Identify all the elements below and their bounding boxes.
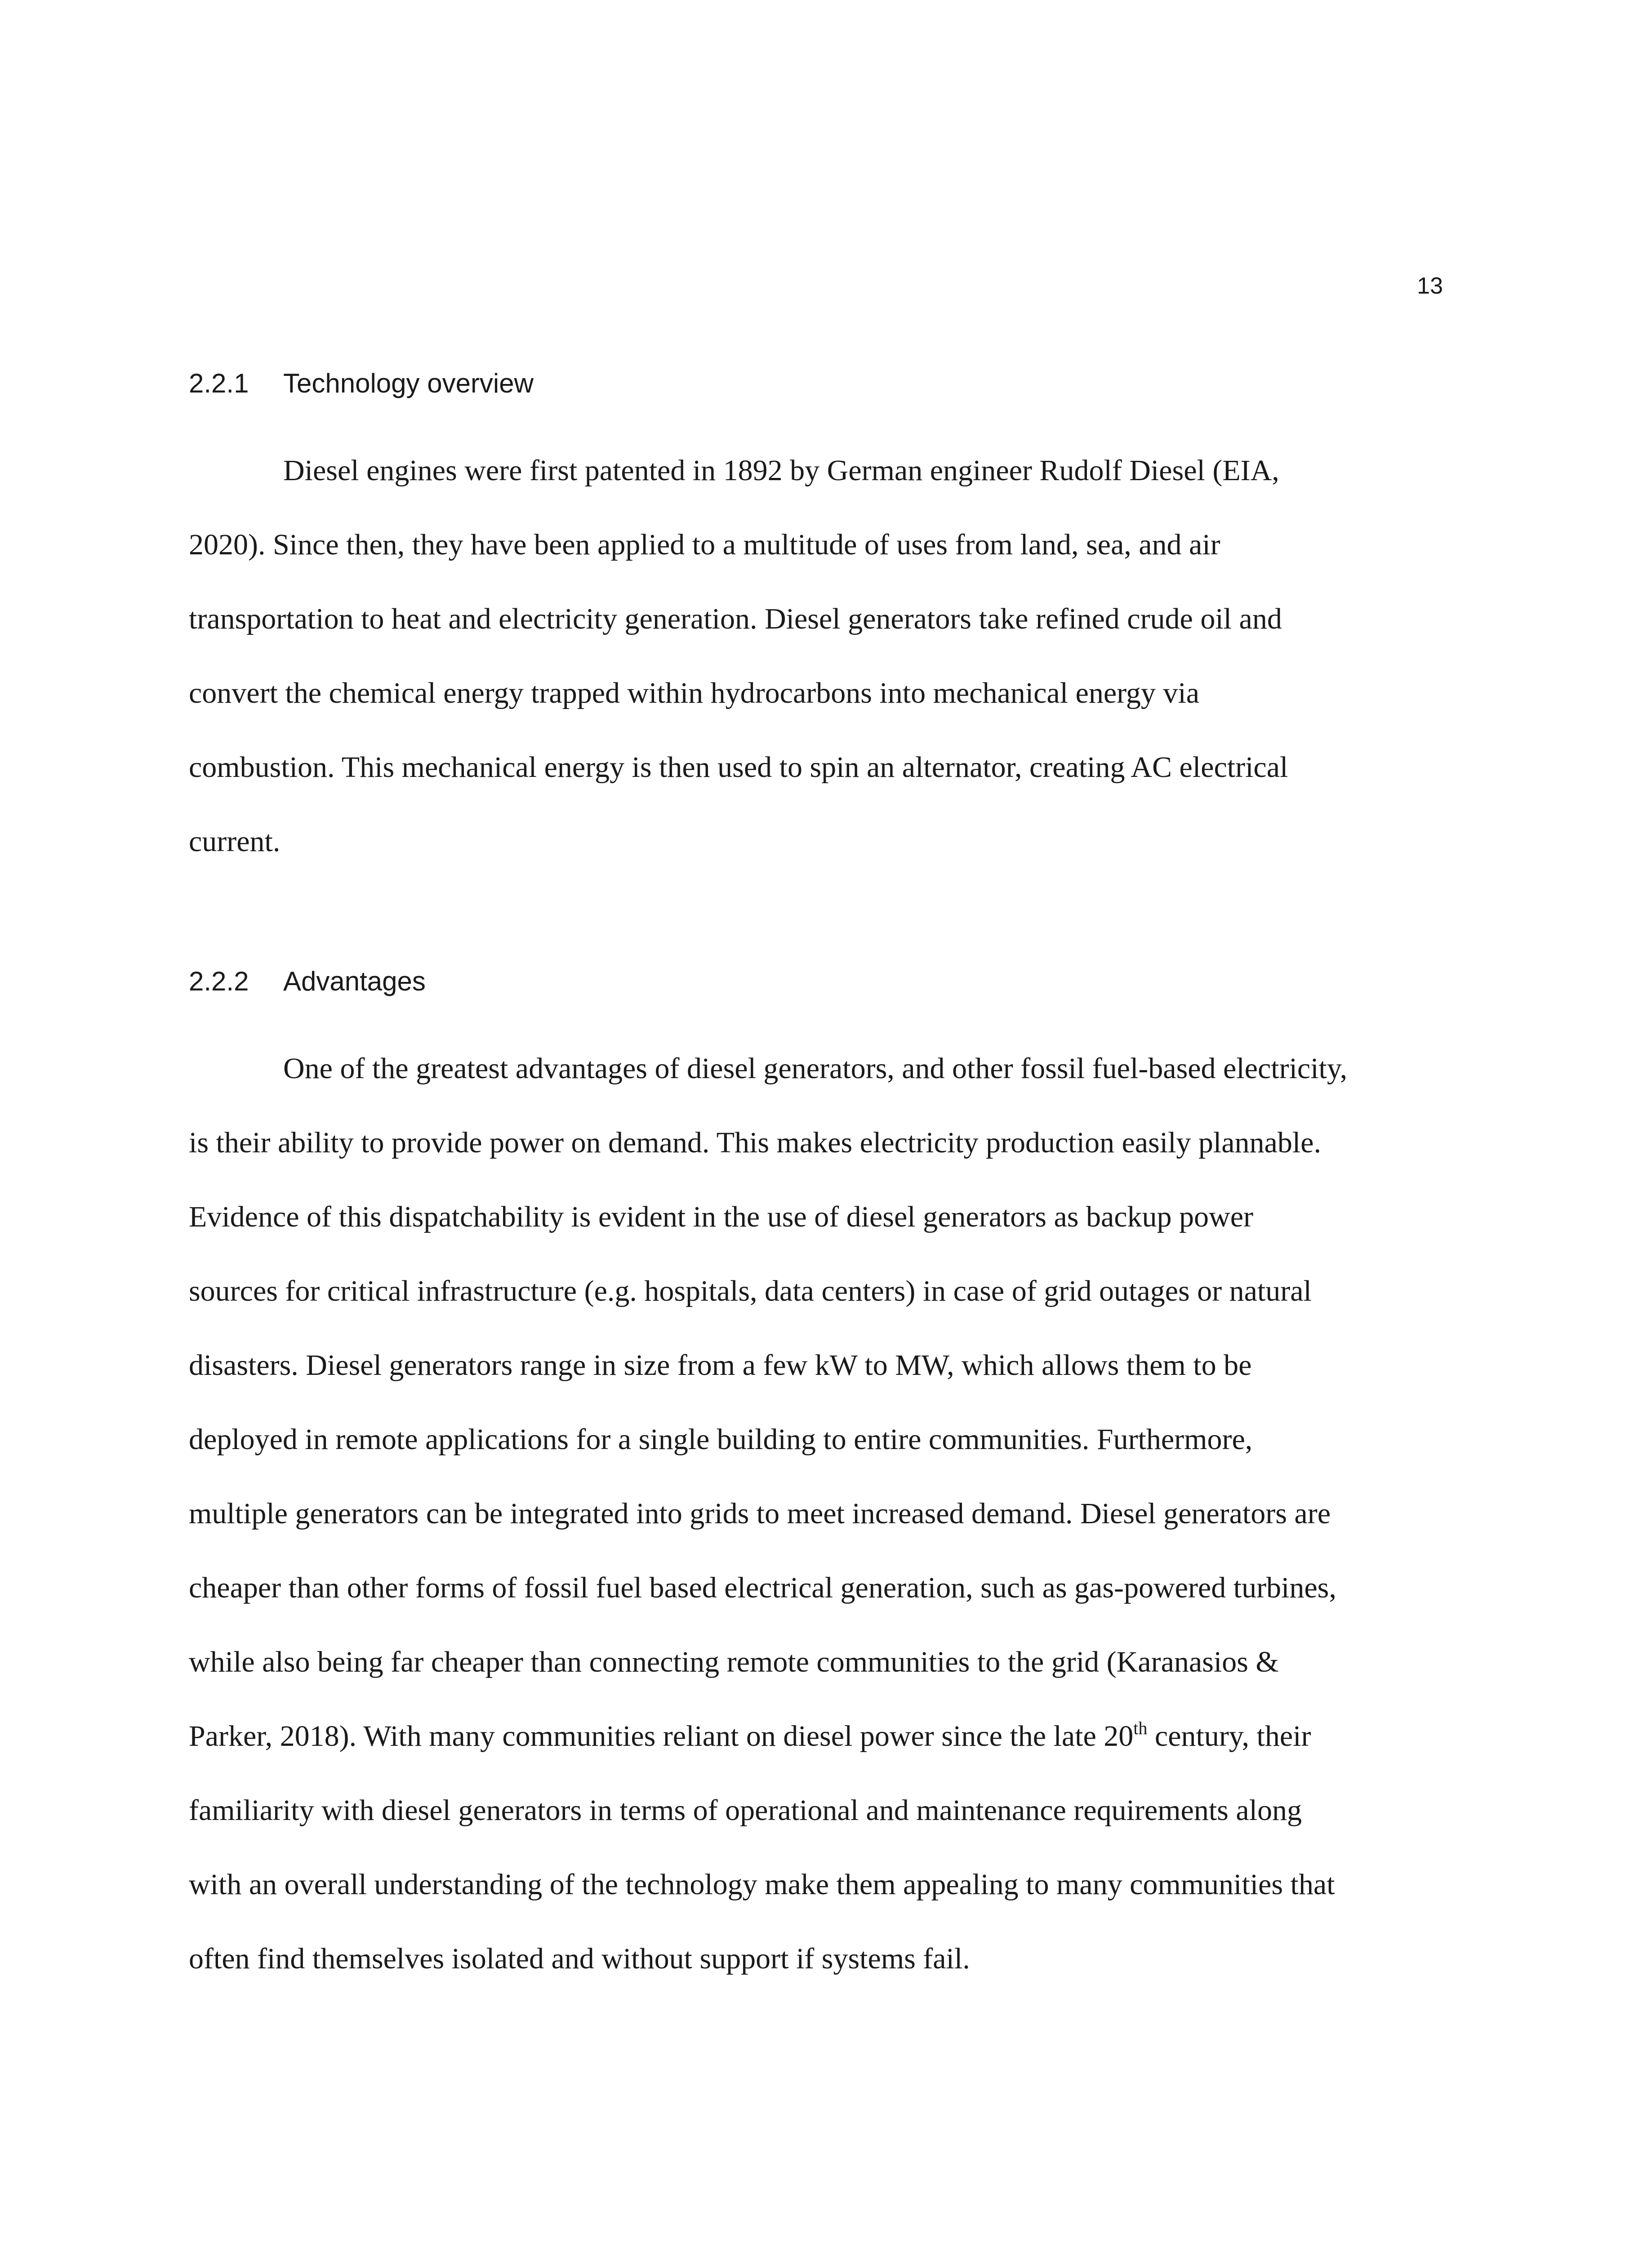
page-number: 13: [1417, 273, 1443, 299]
text-line: cheaper than other forms of fossil fuel based electrical generation, such as gas-powered turbines,: [189, 1571, 1336, 1604]
section-heading-advantages: [189, 968, 426, 995]
text-line: often find themselves isolated and without support if systems fail.: [189, 1942, 970, 1975]
section-heading-technology-overview: [189, 370, 534, 397]
text-line: multiple generators can be integrated into grids to meet increased demand. Diesel generators are: [189, 1497, 1331, 1530]
text-line: is their ability to provide power on demand. This makes electricity production easily plannable.: [189, 1126, 1321, 1159]
text-line: while also being far cheaper than connecting remote communities to the grid (Karanasios &: [189, 1646, 1279, 1678]
superscript: th: [1133, 1718, 1148, 1738]
text-line: deployed in remote applications for a single building to entire communities. Furthermore,: [189, 1423, 1253, 1456]
section-title: Advantages: [283, 966, 426, 996]
text-line: combustion. This mechanical energy is then used to spin an alternator, creating AC electrical: [189, 751, 1288, 784]
text-line: convert the chemical energy trapped within hydrocarbons into mechanical energy via: [189, 677, 1200, 709]
section-title: Technology overview: [283, 368, 534, 398]
text-line: Evidence of this dispatchability is evident in the use of diesel generators as backup power: [189, 1200, 1253, 1233]
text-line: 2020). Since then, they have been applied to a multitude of uses from land, sea, and air: [189, 528, 1220, 561]
paragraph-technology-overview: [189, 433, 1463, 879]
text-fragment: Parker, 2018). With many communities reliant on diesel power since the late 20: [189, 1720, 1134, 1753]
section-number: 2.2.1: [189, 368, 249, 398]
text-line: disasters. Diesel generators range in size from a few kW to MW, which allows them to be: [189, 1349, 1252, 1382]
paragraph-advantages: [189, 1031, 1463, 1996]
text-line: One of the greatest advantages of diesel generators, and other fossil fuel-based electricity,: [283, 1052, 1348, 1085]
text-line: Diesel engines were first patented in 1892 by German engineer Rudolf Diesel (EIA,: [283, 454, 1279, 487]
text-line: familiarity with diesel generators in terms of operational and maintenance requirements along: [189, 1794, 1302, 1827]
text-fragment: century, their: [1147, 1720, 1311, 1753]
text-line: transportation to heat and electricity generation. Diesel generators take refined crude oil and: [189, 602, 1282, 635]
section-number: 2.2.2: [189, 966, 249, 996]
text-line: sources for critical infrastructure (e.g. hospitals, data centers) in case of grid outages or natural: [189, 1275, 1312, 1307]
text-line: current.: [189, 825, 281, 858]
text-line-with-superscript: [189, 1699, 1463, 1773]
text-line: with an overall understanding of the technology make them appealing to many communities that: [189, 1868, 1335, 1901]
